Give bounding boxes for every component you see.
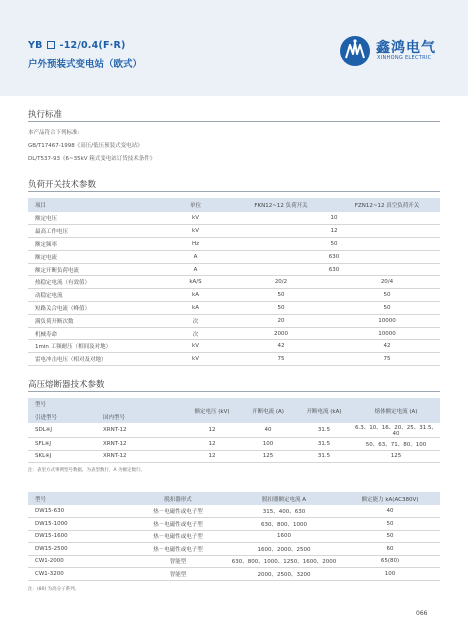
table-row bbox=[28, 353, 440, 366]
brand-logo bbox=[340, 36, 450, 66]
standards-intro: 本产品符合下列标准： bbox=[28, 130, 84, 136]
table-row bbox=[28, 289, 440, 302]
table-row bbox=[28, 543, 440, 556]
row-rated-current: 1600 bbox=[228, 530, 340, 543]
row-model: DW15-2500 bbox=[28, 543, 128, 556]
col-header: 脱扣器形式 bbox=[128, 492, 228, 505]
row-value-fzn: 75 bbox=[334, 353, 440, 366]
fuse-title: 高压熔断器技术参数 bbox=[28, 380, 105, 390]
brand-mark-icon bbox=[340, 36, 370, 66]
load-switch-title: 负荷开关技术参数 bbox=[28, 180, 97, 190]
col-header: 国内型号 bbox=[96, 410, 184, 423]
load-switch-table bbox=[28, 198, 440, 366]
row-item: 最高工作电压 bbox=[28, 225, 163, 238]
row-unit: kA/S bbox=[163, 276, 228, 289]
col-header: 开断电流 (A) bbox=[240, 398, 296, 423]
row-unit: A bbox=[163, 250, 228, 263]
row-item: 动稳定电流 bbox=[28, 289, 163, 302]
row-value-fzn: 42 bbox=[334, 340, 440, 353]
row-rated-current: 2000、2500、3200 bbox=[228, 568, 340, 581]
breaker-table bbox=[28, 492, 440, 581]
col-header: 额定能力 kA(AC380V) bbox=[340, 492, 440, 505]
col-header: 脱扣器额定电流 A bbox=[228, 492, 340, 505]
row-capacity: 40 bbox=[340, 505, 440, 518]
row-unit: kV bbox=[163, 225, 228, 238]
row-domestic-model: XRNT-12 bbox=[96, 423, 184, 438]
row-rated-current: 315、400、630 bbox=[228, 505, 340, 518]
model-placeholder-box bbox=[47, 41, 55, 49]
row-item: 1min 工频耐压（相间及对地） bbox=[28, 340, 163, 353]
title-suffix: -12/0.4(F·R) bbox=[59, 40, 126, 51]
row-item: 额定电流 bbox=[28, 250, 163, 263]
row-rated-current: 630、800、1000 bbox=[228, 518, 340, 531]
row-capacity: 100 bbox=[340, 568, 440, 581]
col-header: 项目 bbox=[28, 198, 163, 212]
row-break-ka: 31.5 bbox=[296, 450, 352, 463]
row-trip-type: 热－电磁性或电子型 bbox=[128, 518, 228, 531]
row-value-fkn: 42 bbox=[228, 340, 334, 353]
table-row bbox=[28, 250, 440, 263]
table-row bbox=[28, 263, 440, 276]
table-row bbox=[28, 340, 440, 353]
page-header bbox=[0, 0, 468, 96]
row-model: CW1-3200 bbox=[28, 568, 128, 581]
row-unit: A bbox=[163, 263, 228, 276]
table-header-row bbox=[28, 398, 440, 410]
table-row bbox=[28, 568, 440, 581]
col-header: 单位 bbox=[163, 198, 228, 212]
row-unit: Hz bbox=[163, 238, 228, 251]
row-value-fkn: 50 bbox=[228, 289, 334, 302]
row-value-fzn: 20/4 bbox=[334, 276, 440, 289]
row-value: 630 bbox=[228, 250, 440, 263]
section-divider bbox=[28, 191, 440, 192]
table-row bbox=[28, 450, 440, 463]
row-trip-type: 热－电磁性或电子型 bbox=[128, 530, 228, 543]
row-value-fzn: 10000 bbox=[334, 314, 440, 327]
row-domestic-model: XRNT-12 bbox=[96, 450, 184, 463]
row-item: 额定开断负荷电流 bbox=[28, 263, 163, 276]
row-foreign-model: SFL※J bbox=[28, 438, 96, 451]
standards-title: 执行标准 bbox=[28, 110, 63, 120]
row-foreign-model: SKL※J bbox=[28, 450, 96, 463]
row-fuse-current: 6.3、10、16、20、25、31.5、40 bbox=[352, 423, 440, 438]
row-item: 额定频率 bbox=[28, 238, 163, 251]
row-item: 短路关合电流（峰值） bbox=[28, 302, 163, 315]
row-break-current: 125 bbox=[240, 450, 296, 463]
table-row bbox=[28, 302, 440, 315]
col-header: FKN12~12 负荷开关 bbox=[228, 198, 334, 212]
brand-subname: XINHONG ELECTRIC bbox=[377, 55, 432, 61]
row-unit: kV bbox=[163, 340, 228, 353]
row-trip-type: 智能型 bbox=[128, 568, 228, 581]
row-unit: 次 bbox=[163, 314, 228, 327]
row-fuse-current: 125 bbox=[352, 450, 440, 463]
row-unit: kV bbox=[163, 353, 228, 366]
row-voltage: 12 bbox=[184, 450, 240, 463]
fuse-table bbox=[28, 398, 440, 463]
row-item: 热稳定电流（有效值） bbox=[28, 276, 163, 289]
col-header: 型号 bbox=[28, 492, 128, 505]
standard-item: DL/T537-93《6~35kV 箱式变电站订货技术条件》 bbox=[28, 156, 156, 162]
product-subtitle: 户外预装式变电站（欧式） bbox=[28, 59, 143, 70]
table-row bbox=[28, 314, 440, 327]
row-rated-current: 630、800、1000、1250、1600、2000 bbox=[228, 555, 340, 568]
table-row bbox=[28, 212, 440, 225]
row-item: 满负荷开断次数 bbox=[28, 314, 163, 327]
row-voltage: 12 bbox=[184, 423, 240, 438]
row-fuse-current: 50、63、71、80、100 bbox=[352, 438, 440, 451]
row-model: DW15-1600 bbox=[28, 530, 128, 543]
row-rated-current: 1600、2000、2500 bbox=[228, 543, 340, 556]
row-item: 雷电冲击电压（相对及对地） bbox=[28, 353, 163, 366]
col-header: 型号 bbox=[28, 398, 184, 410]
row-trip-type: 热－电磁性或电子型 bbox=[128, 543, 228, 556]
product-model-title bbox=[28, 40, 126, 51]
row-break-current: 100 bbox=[240, 438, 296, 451]
table-row bbox=[28, 276, 440, 289]
table-row bbox=[28, 225, 440, 238]
table-row bbox=[28, 530, 440, 543]
table-row bbox=[28, 423, 440, 438]
row-item: 额定电压 bbox=[28, 212, 163, 225]
section-divider bbox=[28, 391, 440, 392]
table-row bbox=[28, 438, 440, 451]
row-capacity: 60 bbox=[340, 543, 440, 556]
table-row bbox=[28, 238, 440, 251]
table-row bbox=[28, 327, 440, 340]
col-header: 引进型号 bbox=[28, 410, 96, 423]
breaker-note: 注：(80) 为高分子系列。 bbox=[28, 587, 80, 592]
row-break-ka: 31.5 bbox=[296, 423, 352, 438]
row-value-fzn: 50 bbox=[334, 302, 440, 315]
table-header-row bbox=[28, 492, 440, 505]
row-break-current: 40 bbox=[240, 423, 296, 438]
row-foreign-model: SDL※J bbox=[28, 423, 96, 438]
row-value-fzn: 10000 bbox=[334, 327, 440, 340]
row-value-fzn: 50 bbox=[334, 289, 440, 302]
row-unit: 次 bbox=[163, 327, 228, 340]
row-value: 50 bbox=[228, 238, 440, 251]
row-value-fkn: 2000 bbox=[228, 327, 334, 340]
col-header: 开断电流 (kA) bbox=[296, 398, 352, 423]
row-unit: kA bbox=[163, 302, 228, 315]
standard-item: GB/T17467-1998《高压/低压预装式变电站》 bbox=[28, 143, 143, 149]
row-value-fkn: 20/2 bbox=[228, 276, 334, 289]
row-value-fkn: 50 bbox=[228, 302, 334, 315]
row-value: 12 bbox=[228, 225, 440, 238]
fuse-note: 注：表里方式事例型号数据，为表型数行，A 为额定数行。 bbox=[28, 468, 146, 473]
row-model: CW1-2000 bbox=[28, 555, 128, 568]
row-voltage: 12 bbox=[184, 438, 240, 451]
row-value: 630 bbox=[228, 263, 440, 276]
row-item: 机械寿命 bbox=[28, 327, 163, 340]
brand-name: 鑫鸿电气 bbox=[376, 40, 436, 56]
row-domestic-model: XRNT-12 bbox=[96, 438, 184, 451]
table-header-row bbox=[28, 198, 440, 212]
row-trip-type: 智能型 bbox=[128, 555, 228, 568]
row-model: DW15-630 bbox=[28, 505, 128, 518]
table-row bbox=[28, 555, 440, 568]
row-model: DW15-1000 bbox=[28, 518, 128, 531]
row-unit: kV bbox=[163, 212, 228, 225]
table-row bbox=[28, 505, 440, 518]
title-prefix: YB bbox=[28, 40, 43, 51]
row-capacity: 65(80) bbox=[340, 555, 440, 568]
row-trip-type: 热－电磁性或电子型 bbox=[128, 505, 228, 518]
table-row bbox=[28, 518, 440, 531]
row-unit: kA bbox=[163, 289, 228, 302]
row-break-ka: 31.5 bbox=[296, 438, 352, 451]
col-header: 熔体额定电流 (A) bbox=[352, 398, 440, 423]
row-value-fkn: 75 bbox=[228, 353, 334, 366]
row-value-fkn: 20 bbox=[228, 314, 334, 327]
row-capacity: 50 bbox=[340, 530, 440, 543]
section-divider bbox=[28, 121, 440, 122]
col-header: 额定电压 (kV) bbox=[184, 398, 240, 423]
row-capacity: 50 bbox=[340, 518, 440, 531]
col-header: FZN12~12 真空负荷开关 bbox=[334, 198, 440, 212]
page-number: 066 bbox=[416, 610, 428, 617]
row-value: 10 bbox=[228, 212, 440, 225]
